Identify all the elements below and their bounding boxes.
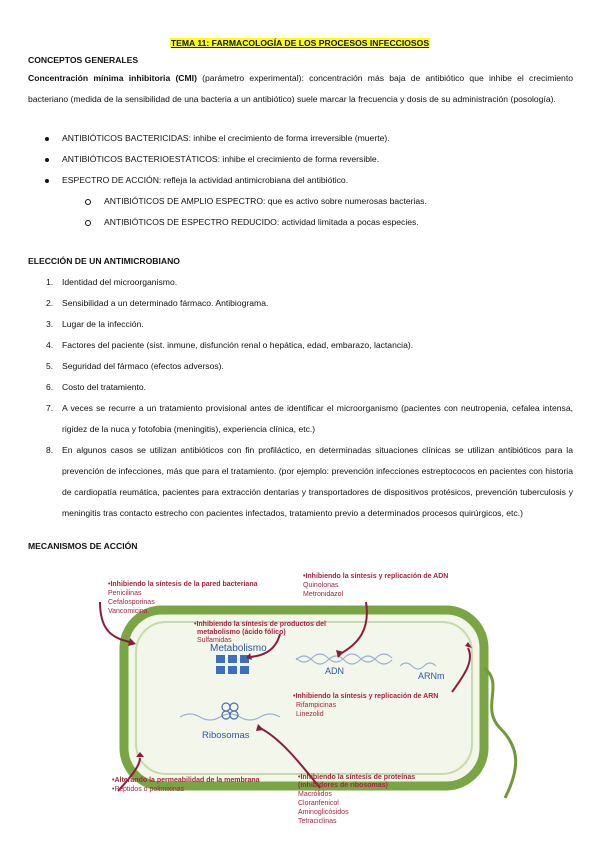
label-adn-replicacion [303, 573, 448, 598]
svg-text:Penicilinas: Penicilinas [108, 590, 142, 597]
svg-text:•Inhibiendo la síntesis y repl: •Inhibiendo la síntesis y replicación de ADN [303, 573, 449, 580]
svg-text:Tetraciclinas: Tetraciclinas [298, 818, 337, 825]
bullet-list [28, 128, 427, 233]
cmi-paragraph [28, 68, 573, 110]
ribosomas-label: Ribosomas [202, 730, 250, 741]
svg-text:•Inhibiendo la síntesis de la: •Inhibiendo la síntesis de la pared bacteriana [108, 581, 258, 588]
svg-text:Macrólidos: Macrólidos [298, 791, 332, 798]
list-item: 1. Identidad del microorganismo. [46, 277, 178, 287]
circle-bullet-icon [85, 199, 91, 205]
subbullet-item: ANTIBIÓTICOS DE AMPLIO ESPECTRO: que es activo sobre numerosas bacterias. [28, 191, 427, 212]
cmi-text: (parámetro experimental): concentración más baja de antibiótico que inhibe el crecimiento bacteriano (medida de la sensibilidad de una bacteria a un antibiótico) suele marcar la frecuencia y dosis de su administración (posología). [28, 73, 573, 104]
arnm-label: ARNm [418, 671, 445, 681]
mechanisms-diagram [0, 558, 600, 848]
list-item: 5. Seguridad del fármaco (efectos adversos). [46, 361, 224, 371]
list-item: 6. Costo del tratamiento. [46, 382, 147, 392]
svg-text:•Inhibiendo la síntesis de pro: •Inhibiendo la síntesis de productos del [194, 621, 326, 628]
list-item: 3. Lugar de la infección. [46, 319, 144, 329]
svg-text:Metronidazol: Metronidazol [303, 591, 344, 598]
svg-text:•Alterando la permeabilidad de: •Alterando la permeabilidad de la membrana [112, 777, 260, 784]
svg-text:(inhibidores de ribosomas): (inhibidores de ribosomas) [298, 782, 388, 789]
section-heading-mecanismos: MECANISMOS DE ACCIÓN [28, 541, 138, 551]
list-item: 8. En algunos casos se utilizan antibióticos con fin profiláctico, en determinadas situaciones clínicas se utilizan antibióticos para la prevención de infecciones, más que para el tratamiento. (por ejemplo: prevención infecciones estreptococos en pacientes con historia de cardiopatía reumática, pacientes para extracción dentarias y transportadores de dispositivos protésicos, prevención tuberculosis y meningitis tras contacto estrecho con pacientes infectados, tratamiento previo a determinados procesos quirúrgicos, etc.) [46, 445, 573, 518]
circle-bullet-icon [85, 220, 91, 226]
bullet-icon [45, 179, 49, 183]
section-heading-eleccion: ELECCIÓN DE UN ANTIMICROBIANO [28, 256, 180, 266]
adn-label: ADN [325, 666, 345, 676]
svg-text:Cloranfenicol: Cloranfenicol [298, 800, 339, 807]
page-title: TEMA 11: FARMACOLOGÍA DE LOS PROCESOS INFECCIOSOS [170, 38, 430, 48]
list-item: 4. Factores del paciente (sist. inmune, disfunción renal o hepática, edad, embarazo, lactancia). [46, 340, 414, 350]
flagellum-icon [484, 668, 516, 798]
svg-text:•Inhibiendo la síntesis y repl: •Inhibiendo la síntesis y replicación de ARN [293, 693, 439, 700]
bullet-item: ESPECTRO DE ACCIÓN: refleja la actividad antimicrobiana del antibiótico. [28, 170, 427, 191]
svg-text:•Inhibiendo la síntesis de pro: •Inhibiendo la síntesis de proteínas [298, 774, 416, 781]
section-heading-conceptos: CONCEPTOS GENERALES [28, 55, 139, 65]
bullet-icon [45, 158, 49, 162]
bullet-icon [45, 137, 49, 141]
svg-text:•Péptidos o polimixinas: •Péptidos o polimixinas [112, 786, 185, 793]
metabolismo-label: Metabolismo [210, 643, 267, 654]
svg-text:Rifampicinas: Rifampicinas [296, 702, 337, 709]
svg-text:Vancomicina: Vancomicina [108, 608, 148, 615]
bullet-item: ANTIBIÓTICOS BACTERIOESTÁTICOS: inhibe el crecimiento de forma reversible. [28, 149, 427, 170]
svg-text:Cefalosporinas: Cefalosporinas [108, 599, 155, 606]
numbered-list [28, 272, 573, 524]
subbullet-item: ANTIBIÓTICOS DE ESPECTRO REDUCIDO: actividad limitada a pocas especies. [28, 212, 427, 233]
svg-text:Aminoglicósidos: Aminoglicósidos [298, 809, 349, 816]
svg-text:metabolismo (ácido fólico): metabolismo (ácido fólico) [197, 629, 286, 636]
list-item: 2. Sensibilidad a un determinado fármaco. Antibiograma. [46, 298, 269, 308]
bullet-item: ANTIBIÓTICOS BACTERICIDAS: inhibe el crecimiento de forma irreversible (muerte). [28, 128, 427, 149]
svg-text:Sulfamidas: Sulfamidas [197, 637, 232, 644]
svg-text:Linezolid: Linezolid [296, 711, 324, 718]
svg-text:Quinolonas: Quinolonas [303, 582, 339, 589]
cmi-term: Concentración mínima inhibitoria (CMI) [28, 73, 197, 83]
list-item: 7. A veces se recurre a un tratamiento provisional antes de identificar el microorganismo (pacientes con neutropenia, cefalea intensa, rigidez de la nuca y fotofobia (meningitis), experiencia clínica, etc.) [46, 403, 573, 434]
